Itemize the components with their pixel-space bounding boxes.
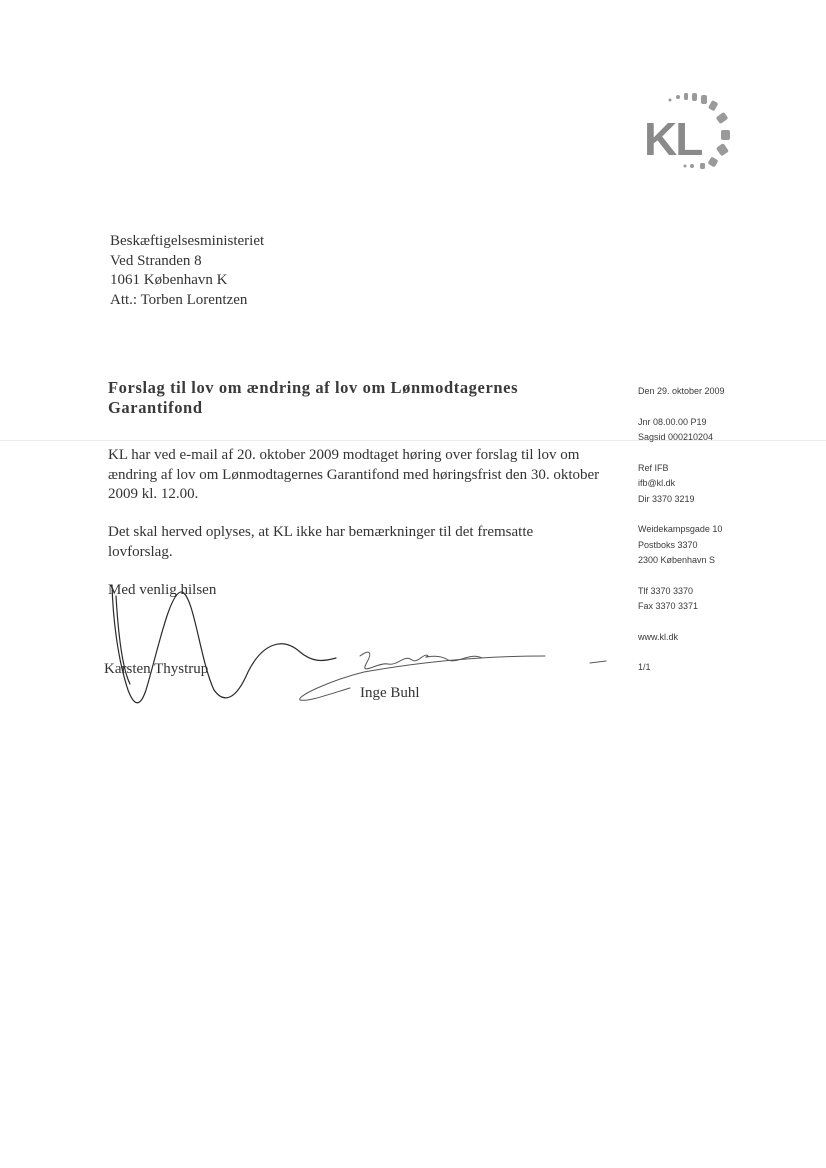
- paragraph-2: Det skal herved oplyses, at KL ikke har bemærkninger til det fremsatte lovforslag.: [108, 524, 534, 560]
- sender-street: Weidekampsgade 10: [638, 524, 723, 534]
- direct-phone: Dir 3370 3219: [638, 493, 695, 504]
- sender-info-column: [638, 384, 725, 691]
- signature-2-tail: [590, 661, 606, 663]
- letter-title: [108, 378, 588, 418]
- title-line-1: Forslag til lov om ændring af lov om Lønmodtagernes: [108, 378, 519, 397]
- closing-greeting: Med venlig hilsen: [108, 582, 217, 598]
- recipient-street: Ved Stranden 8: [110, 252, 202, 269]
- signature-2-flourish: [300, 656, 545, 700]
- signature-1-stroke: [112, 585, 336, 703]
- journal-number: Jnr 08.00.00 P19: [638, 416, 707, 427]
- sender-postbox: Postboks 3370: [638, 539, 698, 550]
- logo-text: KL: [644, 113, 702, 165]
- kl-logo: [636, 88, 756, 184]
- signer-2-name: Inge Buhl: [360, 685, 420, 701]
- reference: Ref IFB: [638, 462, 669, 473]
- case-id: Sagsid 000210204: [638, 432, 714, 442]
- sender-phone: Tlf 3370 3370: [638, 585, 694, 596]
- sender-city: 2300 København S: [638, 555, 716, 565]
- sender-website: www.kl.dk: [638, 631, 679, 642]
- title-line-2: Garantifond: [108, 398, 203, 417]
- signature-2-stroke: [360, 652, 482, 669]
- recipient-name: Beskæftigelsesministeriet: [110, 233, 265, 249]
- sender-fax: Fax 3370 3371: [638, 601, 699, 611]
- sender-email: ifb@kl.dk: [638, 478, 676, 488]
- recipient-city: 1061 København K: [110, 272, 228, 288]
- signer-1-name: Karsten Thystrup: [104, 661, 209, 677]
- recipient-attention: Att.: Torben Lorentzen: [110, 291, 248, 308]
- letter-date: Den 29. oktober 2009: [638, 386, 725, 396]
- paragraph-1: KL har ved e-mail af 20. oktober 2009 modtaget høring over forslag til lov om ændring af lov om Lønmodtagernes Garantifond med høringsfrist den 30. oktober 2009 kl. 12.00.: [108, 447, 600, 502]
- recipient-address: [110, 232, 264, 310]
- page-number: 1/1: [638, 662, 651, 672]
